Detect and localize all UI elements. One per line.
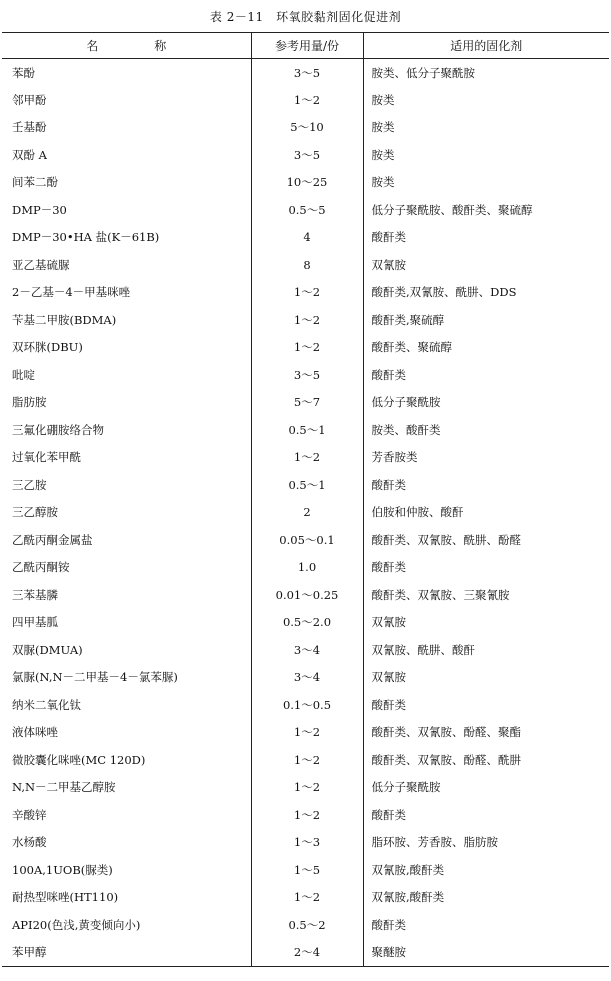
cell-dose: 3～5 [251,59,363,87]
table-row [2,471,609,499]
cell-use: 胺类 [371,92,395,107]
table-row [2,59,609,87]
cell-dose: 0.5～2.0 [251,609,363,637]
table-row [2,609,609,637]
cell-use: 双氰胺,酸酐类 [371,862,445,877]
cell-name: 双酚 A [2,141,251,169]
table-row [2,306,609,334]
cell-use: 双氰胺 [371,257,406,272]
cell-dose: 1～2 [251,444,363,472]
cell-use: 酸酐类 [371,367,406,382]
table-row [2,499,609,527]
cell-use: 胺类、低分子聚酰胺 [371,65,475,80]
table-row [2,636,609,664]
table-row [2,884,609,912]
cell-name: 邻甲酚 [2,86,251,114]
table-row [2,334,609,362]
cell-use: 双氰胺 [371,670,406,685]
table-row [2,664,609,692]
cell-dose: 1～2 [251,774,363,802]
cell-dose: 3～5 [251,361,363,389]
cell-name: 壬基酚 [2,114,251,142]
cell-dose: 1～5 [251,856,363,884]
cell-name: 双脲(DMUA) [2,636,251,664]
cell-name: N,N－二甲基乙醇胺 [2,774,251,802]
cell-use: 酸酐类 [371,560,406,575]
cell-name: 液体咪唑 [2,719,251,747]
cell-dose: 2 [251,499,363,527]
cell-dose: 1～2 [251,746,363,774]
cell-name: DMP－30 [2,196,251,224]
cell-use: 胺类 [371,147,395,162]
table-row [2,774,609,802]
cell-use: 酸酐类、双氰胺、三聚氰胺 [371,587,510,602]
cell-name: 100A,1UOB(脲类) [2,856,251,884]
cell-use: 低分子聚酰胺 [371,395,441,410]
cell-dose: 1～2 [251,306,363,334]
table-row [2,581,609,609]
cell-dose: 3～4 [251,664,363,692]
table-row [2,279,609,307]
cell-dose: 2～4 [251,939,363,967]
table-row [2,554,609,582]
header-use: 适用的固化剂 [363,33,609,59]
cell-dose: 0.5～1 [251,416,363,444]
cell-name: 三乙醇胺 [2,499,251,527]
table-caption: 表 2－11 环氧胶黏剂固化促进剂 [209,10,402,24]
cell-name: 脂肪胺 [2,389,251,417]
cell-use: 酸酐类、聚硫醇 [371,340,452,355]
cell-name: 苄基二甲胺(BDMA) [2,306,251,334]
table-row [2,829,609,857]
header-dose: 参考用量/份 [251,33,363,59]
cell-use: 胺类、酸酐类 [371,422,441,437]
cell-use: 胺类 [371,175,395,190]
table-row [2,691,609,719]
cell-name: 耐热型咪唑(HT110) [2,884,251,912]
cell-name: 水杨酸 [2,829,251,857]
cell-dose: 1～3 [251,829,363,857]
table-row [2,416,609,444]
cell-dose: 1～2 [251,801,363,829]
cell-dose: 1.0 [251,554,363,582]
table-row [2,444,609,472]
cell-name: 2－乙基－4－甲基咪唑 [2,279,251,307]
cell-name: 三苯基膦 [2,581,251,609]
table-row [2,719,609,747]
table-body [2,59,609,967]
cell-dose: 1～2 [251,334,363,362]
cell-dose: 0.5～1 [251,471,363,499]
cell-name: 双环脒(DBU) [2,334,251,362]
cell-use: 酸酐类,双氰胺、酰肼、DDS [371,285,517,300]
cell-name: 三氟化硼胺络合物 [2,416,251,444]
cell-use: 酸酐类 [371,807,406,822]
cell-dose: 1～2 [251,279,363,307]
cell-use: 低分子聚酰胺 [371,780,441,795]
accelerator-table [2,32,609,967]
cell-use: 酸酐类、双氰胺、酚醛、酰肼 [371,752,521,767]
table-header [2,33,609,59]
cell-dose: 0.01～0.25 [251,581,363,609]
cell-name: 吡啶 [2,361,251,389]
cell-dose: 4 [251,224,363,252]
cell-use: 芳香胺类 [371,450,418,465]
cell-use: 伯胺和仲胺、酸酐 [371,505,464,520]
cell-use: 双氰胺 [371,615,406,630]
table-row [2,526,609,554]
table-row [2,169,609,197]
cell-dose: 5～10 [251,114,363,142]
cell-use: 双氰胺,酸酐类 [371,890,445,905]
table-row [2,361,609,389]
cell-name: 苯酚 [2,59,251,87]
cell-dose: 8 [251,251,363,279]
cell-name: 过氧化苯甲酰 [2,444,251,472]
cell-use: 酸酐类 [371,230,406,245]
cell-dose: 0.5～2 [251,911,363,939]
table-row [2,939,609,967]
cell-dose: 5～7 [251,389,363,417]
cell-name: API20(色浅,黄变倾向小) [2,911,251,939]
cell-name: 微胶囊化咪唑(MC 120D) [2,746,251,774]
table-row [2,224,609,252]
cell-name: 氯脲(N,N－二甲基－4－氯苯脲) [2,664,251,692]
cell-dose: 1～2 [251,719,363,747]
cell-name: 间苯二酚 [2,169,251,197]
table-row [2,911,609,939]
table-row [2,114,609,142]
header-name: 名 称 [2,33,251,59]
cell-name: 苯甲醇 [2,939,251,967]
table-row [2,251,609,279]
table-row [2,141,609,169]
cell-use: 酸酐类 [371,477,406,492]
cell-dose: 0.1～0.5 [251,691,363,719]
cell-name: 亚乙基硫脲 [2,251,251,279]
table-row [2,86,609,114]
table-row [2,196,609,224]
cell-name: 辛酸锌 [2,801,251,829]
cell-use: 酸酐类,聚硫醇 [371,312,445,327]
cell-use: 酸酐类 [371,697,406,712]
cell-use: 酸酐类 [371,917,406,932]
table-row [2,746,609,774]
cell-name: 乙酰丙酮铵 [2,554,251,582]
cell-use: 酸酐类、双氰胺、酚醛、聚酯 [371,725,521,740]
table-row [2,389,609,417]
cell-dose: 3～5 [251,141,363,169]
cell-name: DMP－30•HA 盐(K－61B) [2,224,251,252]
cell-dose: 1～2 [251,86,363,114]
table-row [2,856,609,884]
cell-name: 四甲基胍 [2,609,251,637]
cell-dose: 3～4 [251,636,363,664]
cell-dose: 0.5～5 [251,196,363,224]
cell-dose: 10～25 [251,169,363,197]
cell-use: 脂环胺、芳香胺、脂肪胺 [371,835,498,850]
cell-name: 乙酰丙酮金属盐 [2,526,251,554]
cell-use: 聚醚胺 [363,939,609,967]
cell-name: 三乙胺 [2,471,251,499]
cell-dose: 0.05～0.1 [251,526,363,554]
cell-use: 酸酐类、双氰胺、酰肼、酚醛 [371,532,521,547]
cell-use: 双氰胺、酰肼、酸酐 [371,642,475,657]
cell-use: 低分子聚酰胺、酸酐类、聚硫醇 [371,202,533,217]
cell-name: 纳米二氧化钛 [2,691,251,719]
cell-dose: 1～2 [251,884,363,912]
cell-use: 胺类 [371,120,395,135]
table-row [2,801,609,829]
